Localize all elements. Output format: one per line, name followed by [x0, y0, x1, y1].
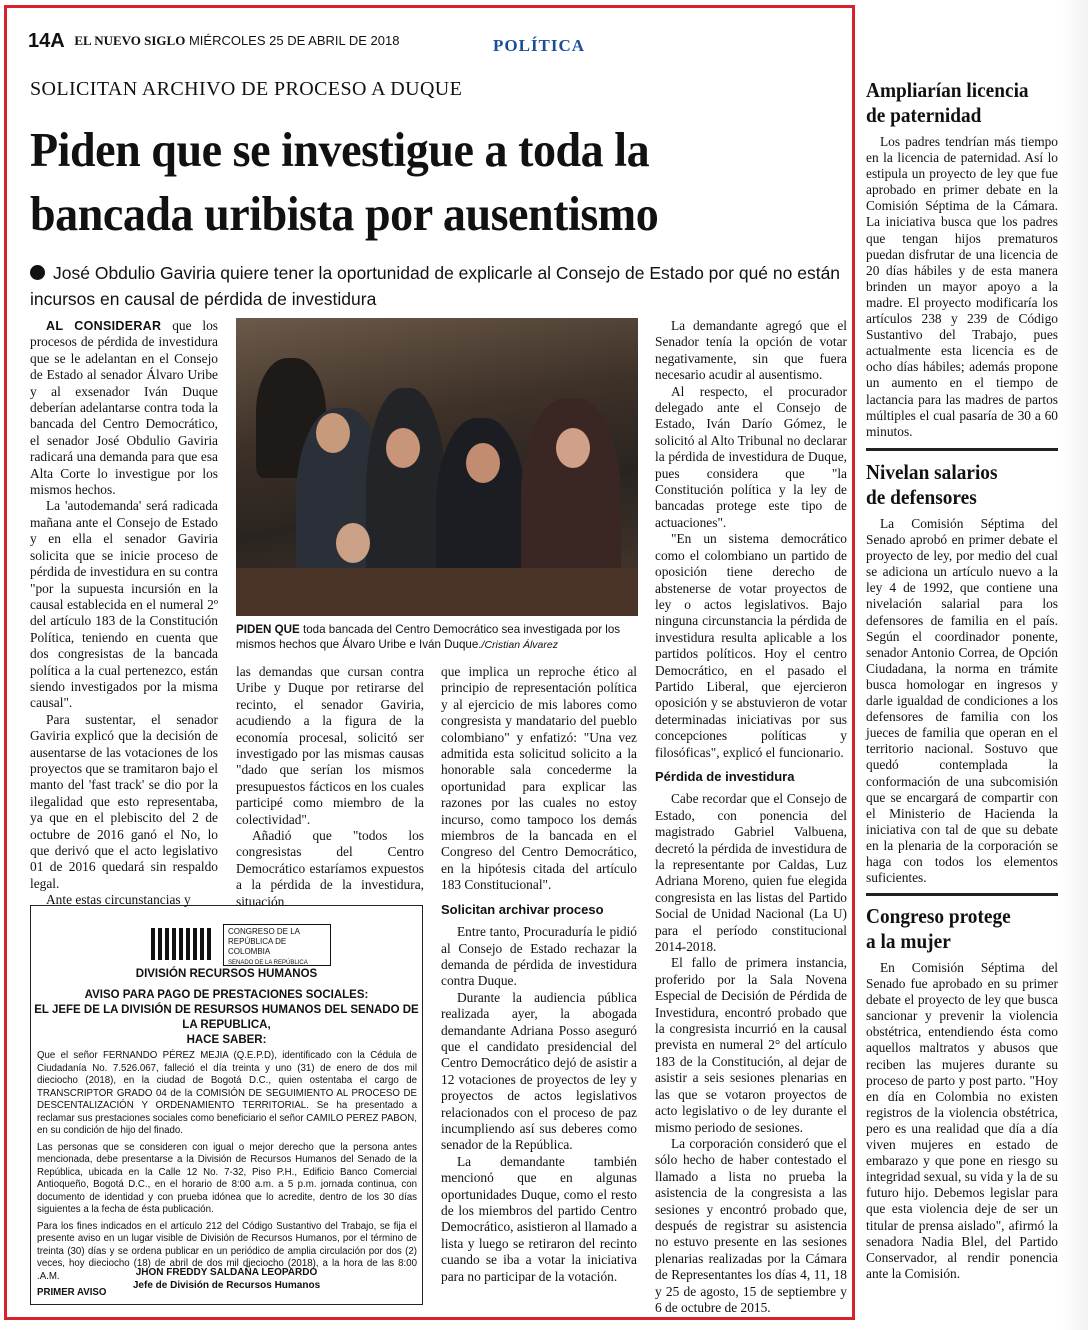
- column-2: [236, 664, 424, 910]
- logo-box: [223, 924, 331, 966]
- divider: [866, 448, 1058, 451]
- paragraph: Al respecto, el procurador delegado ante el Consejo de Estado, Iván Darío Gómez, le solicitó al Alto Tribunal no declarar la pérdida de investidura de Duque, pues considera que "la Constitución política y la ley de bancadas protege este tipo de actuaciones".: [655, 383, 847, 530]
- paragraph: que los procesos de pérdida de investidura que se le adelantan en el Consejo de Estado al senador Álvaro Uribe y al exsenador Iván Duque deberían adelantarse contra toda la bancada del Centro Democrático, el senador José Obdulio Gaviria radicará una demanda para que esa Alta Corte lo investigue por los mismos hechos.: [30, 318, 218, 498]
- kicker: SOLICITAN ARCHIVO DE PROCESO A DUQUE: [30, 78, 463, 100]
- signature-block: [31, 1266, 422, 1292]
- paragraph: que implica un reproche ético al principio de representación política y al ejercicio de mis labores como congresista y mandatario del pueblo colombiano" y enfatizó: "Una vez admitida esta solicitud solicito a la honorable sala concederme la oportunidad para explicar las razones por las cuales no estoy incurso, como tampoco los demás miembros de la bancada en el Congreso del Centro Democrático, en la hipótesis citada del artículo 183 Constitucional".: [441, 664, 637, 893]
- sidebar-title: Congreso protege a la mujer: [866, 904, 1011, 953]
- lead: [30, 260, 845, 312]
- notice-declaration: HACE SABER:: [186, 1034, 267, 1046]
- signer-name: JHON FREDDY SALDAÑA LEOPARDO: [135, 1267, 318, 1278]
- paragraph: La corporación consideró que el sólo hecho de haber contestado el llamado a lista no prueba la asistencia de la congresista a las sesiones y encontró probado que, después de registrar su asistencia no estuvo presente en las sesiones plenarias realizadas por la Cámara de Representantes los días 4, 11, 18 y 25 de agosto, 15 de septiembre y 6 de octubre de 2015.: [655, 1135, 847, 1315]
- caption-text: toda bancada del Centro Democrático sea investigada por los mismos hechos que Álvaro Uribe e Iván Duque.: [236, 623, 621, 651]
- subheading: Solicitan archivar proceso: [441, 901, 604, 917]
- notice-paragraph: Las personas que se consideren con igual o mejor derecho que la persona antes mencionada, debe presentarse a la División de Recursos Humanos del Senado de la República, ubicada en la Calle 12 No. 7-32, Piso P.H., Edificio Banco Comercial Antioqueño, Bogotá D.C., en el horario de 8:00 a.m. a 5 p.m. jornada continua, con documento de identidad y con prueba idónea que lo acredite, dentro de los 30 días siguientes a la fecha de ésta publicación.: [37, 1141, 417, 1215]
- paragraph: La 'autodemanda' será radicada mañana ante el Consejo de Estado y en ella el senador Gaviria solicita que se inicie proceso de pérdida de investidura en su contra "por la supuesta incursión en la causal establecida en el numeral 2º del artículo 183 de la Constitución Política, teniendo en cuenta que dos congresistas de la bancada política a la cual pertenezco, están siendo investigados por la misma causal".: [30, 498, 218, 711]
- capitol-icon: [151, 928, 211, 960]
- sidebar-text: En Comisión Séptima del Senado fue aprobado en su primer debate el proyecto de ley que busca sancionar y prevenir la violencia obstétrica, entendiendo ésta como aquellos maltratos y abusos que reciben las mujeres durante su proceso de parto y post parto. "Hoy en día en Colombia no existen registros de la violencia obstétrica, pero es una realidad que día a día viven mujeres en estado de embarazo y que pone en riesgo su integridad sexual, su vida y la de su futuro hijo. Debemos legislar para que esta violencia deje de ser un titular de prensa aislado", afirmó la senadora Nadia Blel, del Partido Conservador, al rendir ponencia ante la Comisión.: [866, 960, 1058, 1281]
- paragraph: Durante la audiencia pública realizada ayer, la abogada demandante Adriana Posso aseguró que el candidato presidencial del Centro Democrático dejó de asistir a 12 votaciones de proyectos de ley y proyectos de actos legislativos relacionados con el proceso de paz incumpliendo así sus deberes como senador de la República.: [441, 989, 637, 1153]
- sidebar-text: Los padres tendrían más tiempo en la licencia de paternidad. Así lo estipula un proyecto de ley que fue aprobado en primer debate en la Comisión Séptima de la Cámara. La iniciativa busca que los padres que tengan hijos prematuros puedan disfrutar de una licencia de 20 días hábiles y de esta manera brinden un mayor apoyo a la madre. El proyecto modificaría los artículos 238 y 239 de Código Sustantivo del Trabajo, pues actualmente esta licencia es de ocho días hábiles; además propone un aumento en el tiempo de lactancia para las madres de partos múltiples el cual pasaría de 30 a 60 minutos.: [866, 134, 1058, 439]
- publication-name: EL NUEVO SIGLO: [74, 33, 186, 48]
- sidebar-story-2: [866, 460, 1058, 886]
- photo-caption: [236, 622, 640, 653]
- sidebar-text: La Comisión Séptima del Senado aprobó en primer debate el proyecto de ley, por medio del cual se adiciona un artículo nuevo a la ley 4 de 1992, que contiene una nivelación salarial para los defensores de familia en el país. Según el coordinador ponente, senador Antonio Correa, de Opción Ciudadana, la norma en trámite busca homologar en ingresos y darle igualdad de condiciones a los defensores de familia con los jueces de familia que operan en el territorio nacional. Sostuvo que quedó contemplada la conformación de una subcomisión que se encargará de compartir con el Ministerio de Hacienda la iniciativa con tal de que su debate en la plenaria de la corporación se haga con todos los elementos suficientes.: [866, 516, 1058, 886]
- divider: [866, 893, 1058, 896]
- caption-caps: PIDEN QUE: [236, 623, 300, 636]
- logo-text: CONGRESO DE LA REPÚBLICA DE COLOMBIA: [228, 927, 300, 956]
- photo-credit: /Cristian Álvarez: [481, 639, 558, 651]
- notice-title: AVISO PARA PAGO DE PRESTACIONES SOCIALES:: [84, 989, 369, 1001]
- notice-paragraph: Que el señor FERNANDO PÉREZ MEJIA (Q.E.P.D), identificado con la Cédula de Ciudadanía No. 7.526.067, falleció el día treinta y uno (31) de enero de dos mil dieciocho (2018), en la ciudad de Bogotá D.C., quien ostentaba el cargo de TRANSCRIPTOR GRADO 04 de la COMISIÓN DE SEGUIMIENTO AL PROCESO DE DESCENTALIZACIÓN Y ORDENAMIENTO TERRITORIAL. Se ha presentado a reclamar sus prestaciones sociales como beneficiario el señor CAMILO PEREZ PABON, en su condición de hijo del finado.: [37, 1050, 417, 1136]
- notice-paragraph: Para los fines indicados en el artículo 212 del Código Sustantivo del Trabajo, se fija el presente aviso en un lugar visible de División de Recursos Humanos, por el término de treinta (30) días y se ordena publicar en un periódico de amplia circulación por dos (2) veces, hoy dieciocho (18) de abril de dos mil dieciocho (2018), a la hora de las 8:00 .A.M.: [37, 1220, 417, 1282]
- paragraph: Para sustentar, el senador Gaviria explicó que la decisión de ausentarse de las votaciones de los proyectos que se tramitaron bajo el manto del 'fast track' se dio por la ilegalidad que esto representaba, ya que en el plebiscito del 2 de octubre de 2016 ganó el No, lo que derivó que el acto legislativo 01 de 2016 quedará sin respaldo legal.: [30, 711, 218, 891]
- headline: Piden que se investigue a toda la bancada uribista por ausentismo: [30, 122, 659, 241]
- paragraph: Entre tanto, Procuraduría le pidió al Consejo de Estado rechazar la demanda de pérdida de investidura contra Duque.: [441, 924, 637, 989]
- column-4: [655, 318, 847, 1316]
- subheading: Pérdida de investidura: [655, 768, 795, 784]
- sidebar-title: Ampliarían licencia de paternidad: [866, 78, 1029, 127]
- sidebar-story-1: [866, 78, 1058, 440]
- lede-caps: AL CONSIDERAR: [46, 319, 162, 333]
- paragraph: El fallo de primera instancia, proferido por la Sala Novena Especial de Decisión de Pérdida de Investidura, encontró probado que la congresista incurrió en la causal prevista en numeral 2° del artículo 183 de la Constitución, al dejar de asistir a seis sesiones plenarias en las que se votaron proyectos de acto legislativo o de ley durante el mismo periodo de sesiones.: [655, 955, 847, 1135]
- paragraph: Cabe recordar que el Consejo de Estado, con ponencia del magistrado Gabriel Valbuena, decretó la pérdida de investidura de la representante por Caldas, Luz Adriana Moreno, quien fue elegida congresista en las listas del Partido Social de Unidad Nacional (La U) para el período constitucional 2014-2018.: [655, 791, 847, 955]
- lead-text: José Obdulio Gaviria quiere tener la oportunidad de explicarle al Consejo de Estado por qué no están incursos en causal de pérdida de investidura: [30, 263, 841, 309]
- issue-date: MIÉRCOLES 25 DE ABRIL DE 2018: [188, 33, 400, 48]
- signer-role: Jefe de División de Recursos Humanos: [132, 1280, 321, 1291]
- section-title: POLÍTICA: [493, 36, 586, 55]
- bullet-icon: [30, 265, 45, 280]
- page-edge: [1060, 0, 1088, 1330]
- paragraph: La demandante agregó que el Senador tenía la opción de votar negativamente, sin que fuera necesario acudir al ausentismo.: [655, 318, 847, 383]
- sidebar-title: Nivelan salarios de defensores: [866, 460, 998, 509]
- department-name: DIVISIÓN RECURSOS HUMANOS: [135, 968, 318, 980]
- page-header: [28, 30, 399, 53]
- column-3: [441, 664, 637, 1285]
- legal-notice-ad: [30, 905, 423, 1305]
- logo-subtext: SENADO DE LA REPÚBLICA: [228, 960, 308, 966]
- notice-titles: [31, 988, 422, 1048]
- paragraph: Añadió que "todos los congresistas del Centro Democrático estaríamos expuestos a la pérdida de la investidura, situación: [236, 828, 424, 909]
- notice-number: PRIMER AVISO: [37, 1287, 107, 1298]
- sidebar-story-3: [866, 904, 1058, 1282]
- paragraph: las demandas que cursan contra Uribe y Duque por retirarse del recinto, el senador Gaviria, acudiendo a la figura de la economía procesal, solicitó ser investigado por las mismas causas "dado que serían los mismos presupuestos fácticos en los cuales participé como miembro de la colectividad".: [236, 664, 424, 827]
- article-photo: [236, 318, 638, 616]
- page-number: 14A: [28, 30, 65, 52]
- notice-issuer: EL JEFE DE LA DIVISIÓN DE RESURSOS HUMANOS DEL SENADO DE LA REPUBLICA,: [34, 1004, 419, 1031]
- paragraph: La demandante también mencionó que en algunas oportunidades Duque, como el resto de los miembros del partido Centro Democrático, asistieron al llamado a lista y luego se retiraron del recinto cuando se iba a votar la iniciativa para no participar de la votación.: [441, 1153, 637, 1284]
- paragraph: Ante estas circunstancias y: [46, 892, 191, 908]
- column-1: [30, 318, 218, 909]
- paragraph: "En un sistema democrático como el colombiano un partido de oposición tiene derecho de abstenerse de votar proyectos de ley o actos legislativos. Bajo ninguna circunstancia la pérdida de investidura resulta aplicable a los partidos políticos. Hoy el centro Democrático, en el pasado el Partido Liberal, que ejercieron oposición y se abstuvieron de votar determinadas iniciativas por sus concepciones políticas y filosóficas", explicó el funcionario.: [655, 531, 847, 760]
